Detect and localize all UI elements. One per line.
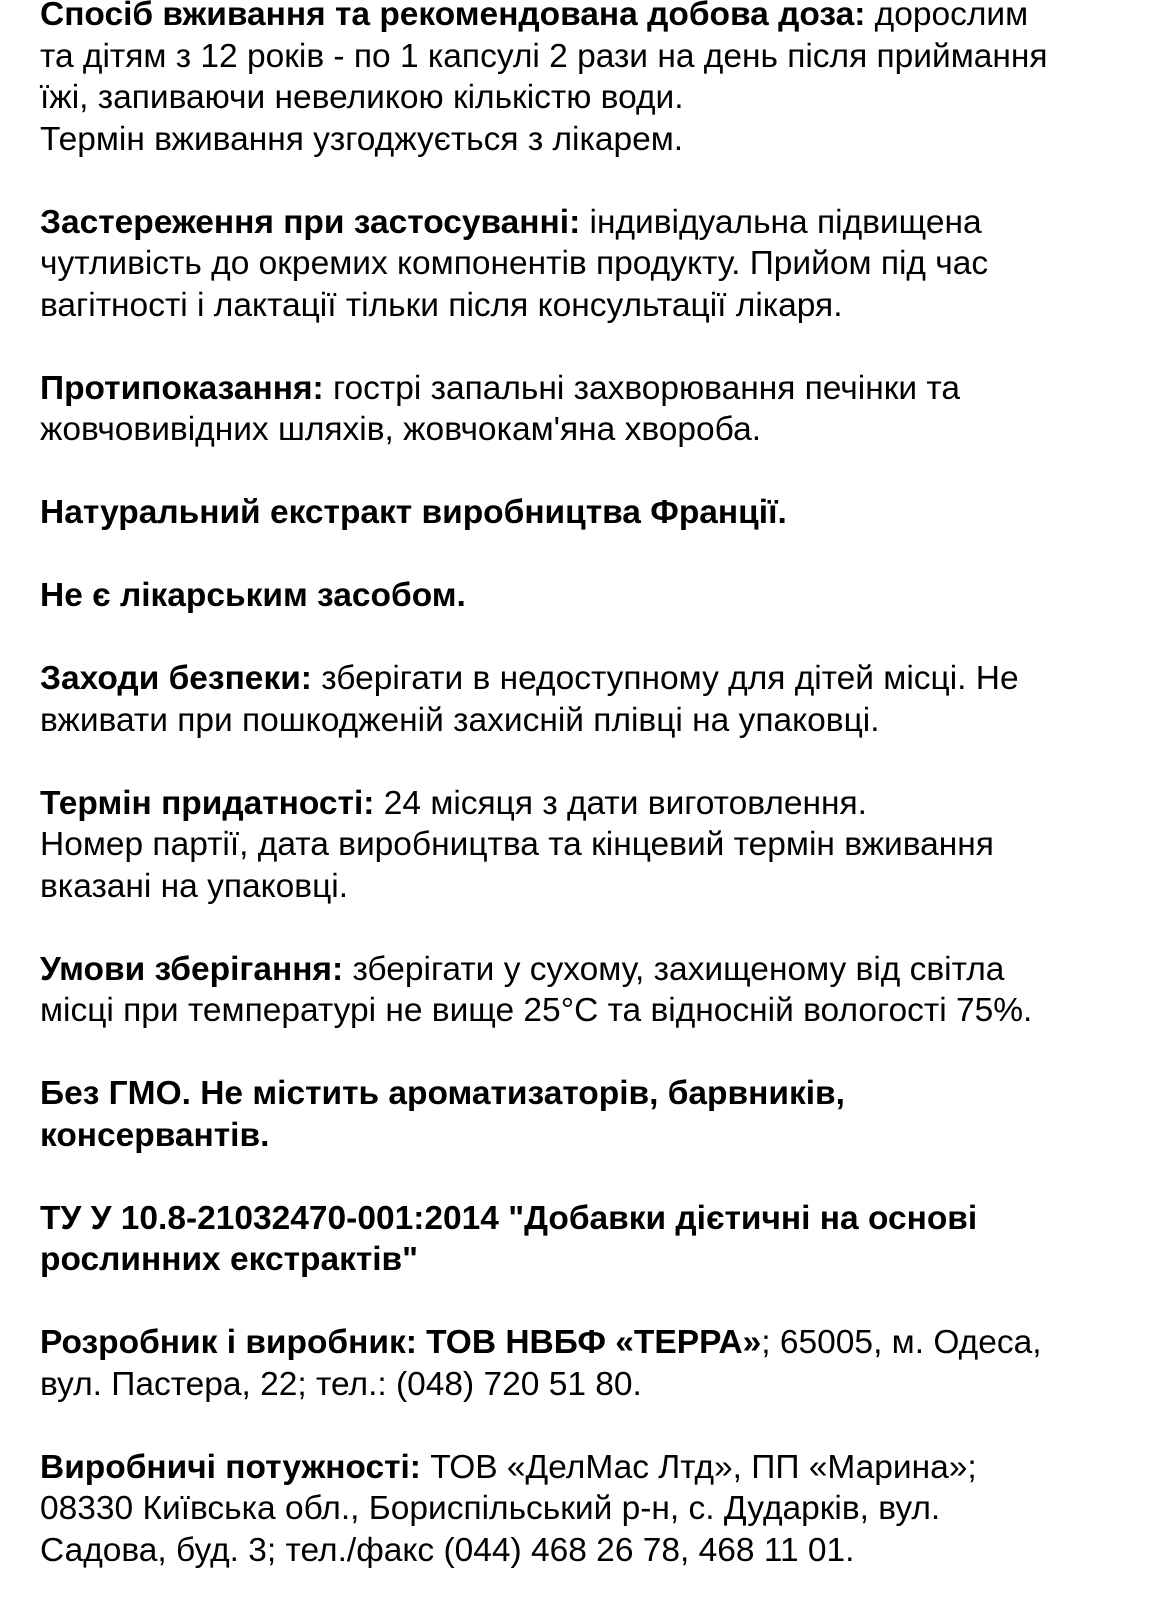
bold-label: Спосіб вживання та рекомендована добова доза: xyxy=(40,0,866,33)
bold-label: Не є лікарським засобом. xyxy=(40,577,466,614)
body-text: ТОВ «ДелМас Лтд», ПП «Марина»; xyxy=(420,1448,977,1486)
bold-label: Без ГМО. Не містить ароматизаторів, барвників, xyxy=(40,1075,845,1112)
paragraph-production-facilities xyxy=(40,1447,1175,1572)
text-line xyxy=(40,243,1175,285)
bold-label: Виробничі потужності: xyxy=(40,1448,421,1486)
paragraph-origin-note xyxy=(40,492,1175,534)
text-line xyxy=(40,824,1175,866)
paragraph-storage-conditions xyxy=(40,949,1175,1032)
bold-label: Термін придатності: xyxy=(40,784,375,822)
body-text: зберігати в недоступному для дітей місці. Не xyxy=(311,660,1019,697)
text-line xyxy=(40,990,1175,1032)
text-line xyxy=(40,1530,1175,1572)
body-text: Садова, буд. 3; тел./факс (044) 468 26 78, 468 11 01. xyxy=(40,1531,855,1569)
text-line xyxy=(40,0,1175,36)
product-label-text xyxy=(40,0,1175,1613)
body-text: вживати при пошкодженій захисній плівці на упаковці. xyxy=(40,701,880,739)
text-line xyxy=(40,700,1175,742)
text-line xyxy=(40,1198,1175,1240)
body-text: індивідуальна підвищена xyxy=(580,203,982,241)
body-text: зберігати у сухому, захищеному від світла xyxy=(343,950,1005,988)
bold-label: ТУ У 10.8-21032470-001:2014 "Добавки дієтичні на основі xyxy=(40,1199,978,1237)
text-line xyxy=(40,77,1175,119)
paragraph-contraindications xyxy=(40,368,1175,451)
text-line xyxy=(40,658,1175,700)
body-text: 24 місяця з дати виготовлення. xyxy=(374,784,867,822)
bold-label: рослинних екстрактів" xyxy=(40,1241,419,1278)
bold-label: Заходи безпеки: xyxy=(40,660,312,697)
text-line xyxy=(40,866,1175,908)
paragraph-gmo-free-note xyxy=(40,1073,1175,1156)
paragraph-safety-measures xyxy=(40,658,1175,741)
text-line xyxy=(40,1488,1175,1530)
text-line xyxy=(40,409,1175,451)
text-line xyxy=(40,575,1175,617)
text-line xyxy=(40,119,1175,161)
body-text: їжі, запиваючи невеликою кількістю води. xyxy=(40,79,684,116)
paragraph-shelf-life xyxy=(40,783,1175,908)
text-line xyxy=(40,492,1175,534)
bold-label: консервантів. xyxy=(40,1116,270,1154)
text-line xyxy=(40,285,1175,327)
body-text: Номер партії, дата виробництва та кінцевий термін вживання xyxy=(40,826,994,863)
paragraph-not-medicine-note xyxy=(40,575,1175,617)
text-line xyxy=(40,202,1175,244)
body-text: дорослим xyxy=(865,0,1029,33)
text-line xyxy=(40,368,1175,410)
body-text: жовчовивідних шляхів, жовчокам'яна хвороба. xyxy=(40,411,762,448)
bold-label: Натуральний екстракт виробництва Франції. xyxy=(40,494,787,531)
text-line xyxy=(40,1447,1175,1489)
bold-label: Умови зберігання: xyxy=(40,950,344,988)
text-line xyxy=(40,1115,1175,1157)
text-line xyxy=(40,1073,1175,1115)
bold-label: Протипоказання: xyxy=(40,369,324,407)
bold-label: Розробник і виробник: ТОВ НВБФ «ТЕРРА» xyxy=(40,1324,762,1361)
body-text: Термін вживання узгоджується з лікарем. xyxy=(40,120,684,158)
body-text: місці при температурі не вище 25°C та відносній вологості 75%. xyxy=(40,992,1033,1029)
text-line xyxy=(40,1322,1175,1364)
paragraph-usage-and-dosage xyxy=(40,0,1175,160)
paragraph-technical-spec xyxy=(40,1198,1175,1281)
body-text: вагітності і лактації тільки після консультації лікаря. xyxy=(40,286,843,324)
paragraph-developer-manufacturer xyxy=(40,1322,1175,1405)
body-text: чутливість до окремих компонентів продукту. Прийом під час xyxy=(40,245,989,282)
text-line xyxy=(40,36,1175,78)
text-line xyxy=(40,1239,1175,1281)
paragraph-precautions xyxy=(40,202,1175,327)
body-text: 08330 Київська обл., Бориспільський р-н, с. Дударків, вул. xyxy=(40,1490,941,1527)
body-text: вказані на упаковці. xyxy=(40,867,349,905)
body-text: гострі запальні захворювання печінки та xyxy=(323,369,960,407)
text-line xyxy=(40,1364,1175,1406)
text-line xyxy=(40,783,1175,825)
body-text: та дітям з 12 років - по 1 капсулі 2 рази на день після приймання xyxy=(40,37,1048,75)
text-line xyxy=(40,949,1175,991)
body-text: вул. Пастера, 22; тел.: (048) 720 51 80. xyxy=(40,1365,642,1403)
bold-label: Застереження при застосуванні: xyxy=(40,203,581,241)
body-text: ; 65005, м. Одеса, xyxy=(761,1324,1042,1361)
